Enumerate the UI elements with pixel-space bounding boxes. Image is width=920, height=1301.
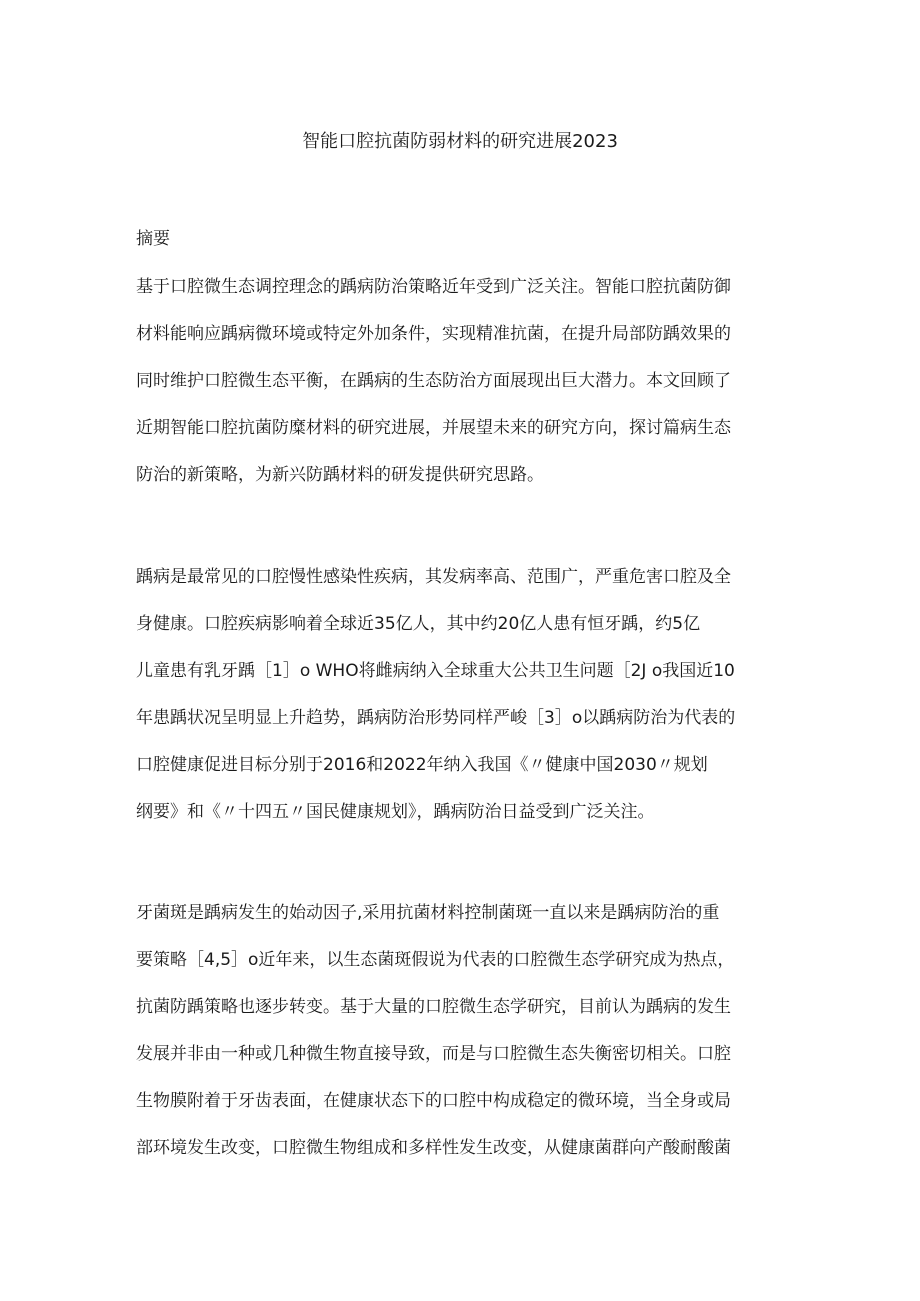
paragraph-2-line: 纲要》和《〃十四五〃国民健康规划》，踽病防治日益受到广泛关注。 xyxy=(136,802,655,822)
paragraph-2-line: 身健康。口腔疾病影响着全球近35亿人，其中约20亿人患有恒牙踽，约5亿 xyxy=(136,614,701,634)
paragraph-1-line: 基于口腔微生态调控理念的踽病防治策略近年受到广泛关注。智能口腔抗菌防御 xyxy=(136,277,731,297)
paragraph-3-line: 部环境发生改变，口腔微生物组成和多样性发生改变，从健康菌群向产酸耐酸菌 xyxy=(136,1138,731,1158)
paragraph-1-line: 同时维护口腔微生态平衡，在踽病的生态防治方面展现出巨大潜力。本文回顾了 xyxy=(136,371,731,391)
paragraph-2-line: 儿童患有乳牙踽［1］o WHO将雌病纳入全球重大公共卫生问题［2J o我国近10 xyxy=(136,661,735,681)
paragraph-3-line: 发展并非由一种或几种微生物直接导致，而是与口腔微生态失衡密切相关。口腔 xyxy=(136,1044,731,1064)
paragraph-3-line: 生物膜附着于牙齿表面，在健康状态下的口腔中构成稳定的微环境，当全身或局 xyxy=(136,1091,731,1111)
paragraph-1-line: 材料能响应踽病微环境或特定外加条件，实现精准抗菌，在提升局部防踽效果的 xyxy=(136,324,731,344)
paragraph-3-line: 要策略［4,5］o近年来，以生态菌斑假说为代表的口腔微生态学研究成为热点， xyxy=(136,950,735,970)
document-title: 智能口腔抗菌防弱材料的研究进展2023 xyxy=(302,131,618,152)
paragraph-2-line: 口腔健康促进目标分别于2016和2022年纳入我国《〃健康中国2030〃规划 xyxy=(136,755,708,775)
paragraph-1-line: 近期智能口腔抗菌防糜材料的研究进展，并展望未来的研究方向，探讨篇病生态 xyxy=(136,418,731,438)
paragraph-2-line: 踽病是最常见的口腔慢性感染性疾病，其发病率高、范围广，严重危害口腔及全 xyxy=(136,567,731,587)
abstract-heading: 摘要 xyxy=(136,229,170,249)
paragraph-1-line: 防治的新策略，为新兴防踽材料的研发提供研究思路。 xyxy=(136,465,544,485)
paragraph-3-line: 牙菌斑是踽病发生的始动因子,采用抗菌材料控制菌斑一直以来是踽病防治的重 xyxy=(136,903,720,923)
paragraph-3-line: 抗菌防踽策略也逐步转变。基于大量的口腔微生态学研究，目前认为踽病的发生 xyxy=(136,997,731,1017)
paragraph-2-line: 年患踽状况呈明显上升趋势，踽病防治形势同样严峻［3］o以踽病防治为代表的 xyxy=(136,708,736,728)
